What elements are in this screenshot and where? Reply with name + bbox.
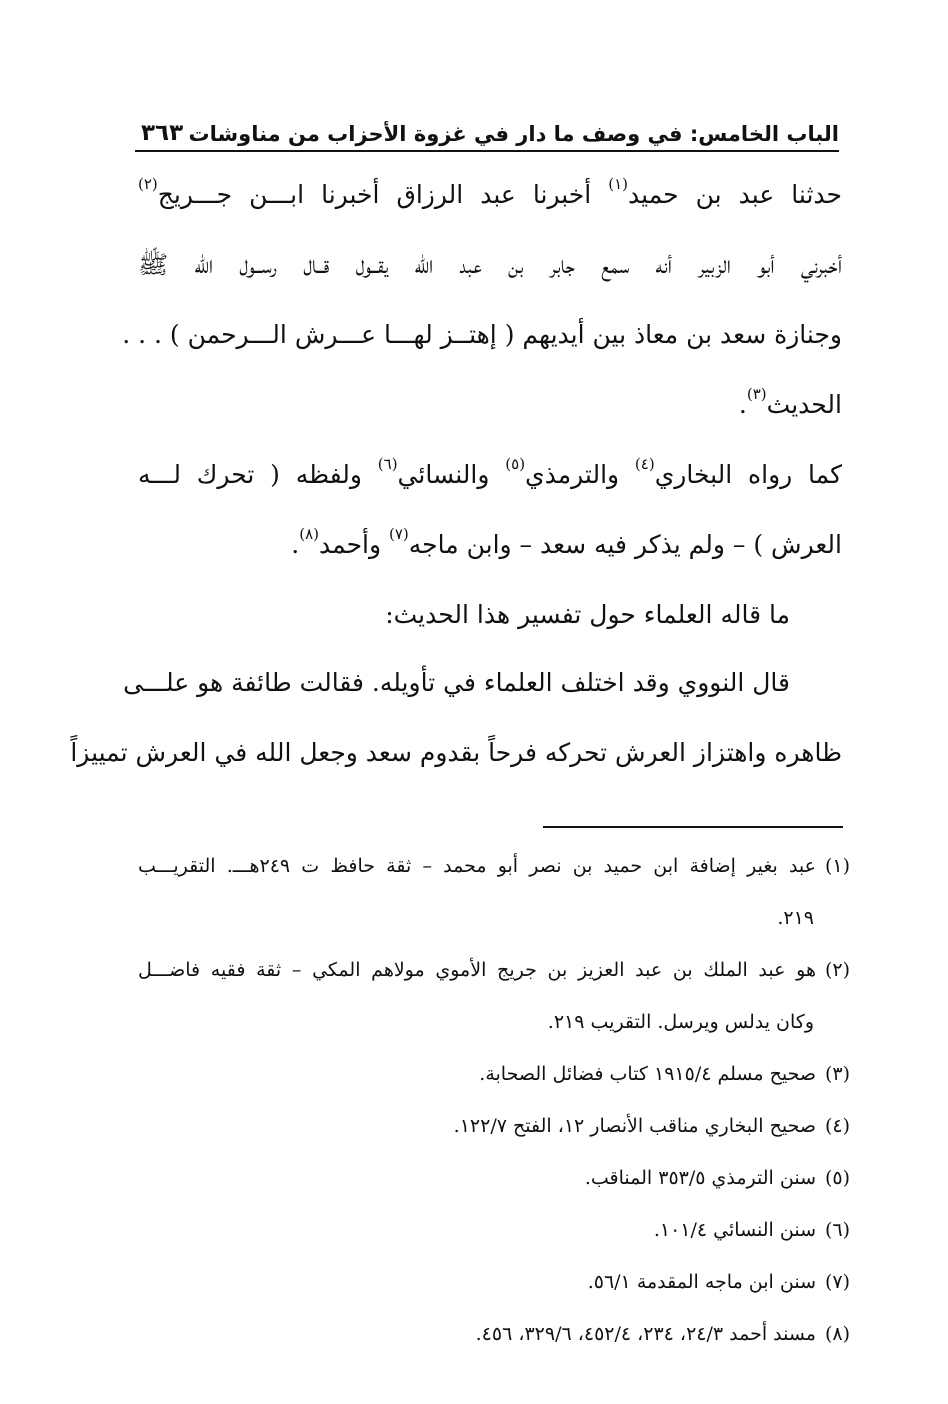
footnote-number: (٣) (824, 1063, 850, 1085)
text-line (138, 370, 842, 440)
footnote-number: (٧) (824, 1271, 850, 1293)
footnote-text: صحيح البخاري مناقب الأنصار ١٢، الفتح ١٢٢/٧. (453, 1115, 816, 1137)
footnote-line (138, 840, 850, 892)
running-header (135, 110, 839, 152)
footnote-line (138, 1100, 850, 1152)
text-line: أخبرني أبو الزبير أنه سمع جابر بن عبد الله يقــول قــال رســول الله ﷺ (138, 250, 842, 279)
footnote-text: مسند أحمد ٢٤/٣، ٢٣٤، ٤٥٢/٤، ٣٢٩/٦، ٤٥٦. (475, 1323, 816, 1345)
text-segment: ولفظه ( تحرك لـــه (138, 460, 378, 489)
text-segment: الحديث (766, 390, 842, 419)
text-segment: كما رواه البخاري (654, 460, 842, 489)
footnote-number: (٦) (824, 1219, 850, 1241)
footnote-text: صحيح مسلم ١٩١٥/٤ كتاب فضائل الصحابة. (479, 1063, 816, 1085)
footnote-item (138, 1256, 850, 1308)
footnote-line (138, 1256, 850, 1308)
footnote-line (138, 944, 850, 996)
footnote-item (138, 840, 850, 944)
chapter-title: الباب الخامس: في وصف ما دار في غزوة الأحزاب من مناوشات (188, 122, 839, 146)
footnote-text: سنن الترمذي ٣٥٣/٥ المناقب. (584, 1167, 816, 1189)
footnote-line (138, 1308, 850, 1360)
text-segment: والنسائي (397, 460, 506, 489)
footnote-text: عبد بغير إضافة ابن حميد بن نصر أبو محمد – ثقة حافظ ت ٢٤٩هـــ. التقريـــب (138, 855, 816, 877)
footnote-ref[interactable]: (٨) (299, 525, 319, 543)
footnote-item (138, 1308, 850, 1360)
footnote-ref[interactable]: (١) (608, 175, 629, 193)
footnote-number: (٢) (824, 959, 850, 981)
footnote-item (138, 1100, 850, 1152)
text-line: ظاهره واهتزاز العرش تحركه فرحاً بقدوم سعد وجعل الله في العرش تمييزاً (70, 738, 842, 767)
footnote-ref[interactable]: (٢) (138, 175, 158, 193)
page-number: ٣٦٣ (141, 120, 184, 146)
text-line: قال النووي وقد اختلف العلماء في تأويله. فقالت طائفة هو علـــى (123, 668, 790, 697)
footnote-number: (٥) (824, 1167, 850, 1189)
footnote-text: وكان يدلس ويرسل. التقريب ٢١٩. (547, 1011, 814, 1033)
footnote-line (138, 1048, 850, 1100)
text-line: وجنازة سعد بن معاذ بين أيديهم ( إهتــز لهـــا عـــرش الـــرحمن ) . . . (122, 320, 842, 349)
footnotes (138, 840, 850, 1360)
footnote-number: (١) (824, 855, 850, 877)
heading-text: ما قاله العلماء حول تفسير هذا الحديث: (385, 600, 790, 629)
footnote-divider (543, 826, 843, 828)
text-segment: . (738, 390, 747, 419)
footnote-line (138, 1152, 850, 1204)
footnote-ref[interactable]: (٤) (634, 455, 655, 473)
text-line (138, 440, 842, 510)
footnote-item (138, 944, 850, 1048)
paragraph-nawawi (70, 648, 842, 788)
paragraph-hadith-chain (122, 160, 842, 440)
section-heading (138, 580, 842, 650)
footnote-item (138, 1048, 850, 1100)
footnote-ref[interactable]: (٧) (389, 525, 409, 543)
text-segment: والترمذي (525, 460, 635, 489)
text-segment: . (291, 530, 300, 559)
footnote-number: (٨) (824, 1323, 850, 1345)
footnote-item (138, 1204, 850, 1256)
footnote-line (138, 1204, 850, 1256)
footnote-text: سنن ابن ماجه المقدمة ٥٦/١. (587, 1271, 816, 1293)
paragraph-narrators (138, 440, 842, 580)
footnote-ref[interactable]: (٥) (505, 455, 526, 473)
text-segment: أخبرنا عبد الرزاق أخبرنا ابـــن جـــريج (157, 180, 609, 209)
text-segment: حدثنا عبد بن حميد (628, 180, 842, 209)
footnote-line (138, 996, 850, 1048)
footnote-text: سنن النسائي ١٠١/٤. (653, 1219, 816, 1241)
footnote-item (138, 1152, 850, 1204)
text-segment: وأحمد (319, 530, 389, 559)
footnote-text: هو عبد الملك بن عبد العزيز بن جريج الأموي مولاهم المكي – ثقة فقيه فاضـــل (138, 959, 816, 981)
text-line (138, 160, 842, 230)
footnote-text: ٢١٩. (777, 907, 814, 929)
text-segment: العرش ) – ولم يذكر فيه سعد – وابن ماجه (408, 530, 842, 559)
text-line (138, 510, 842, 580)
footnote-ref[interactable]: (٣) (746, 385, 767, 403)
footnote-ref[interactable]: (٦) (377, 455, 398, 473)
footnote-number: (٤) (824, 1115, 850, 1137)
footnote-line (138, 892, 850, 944)
